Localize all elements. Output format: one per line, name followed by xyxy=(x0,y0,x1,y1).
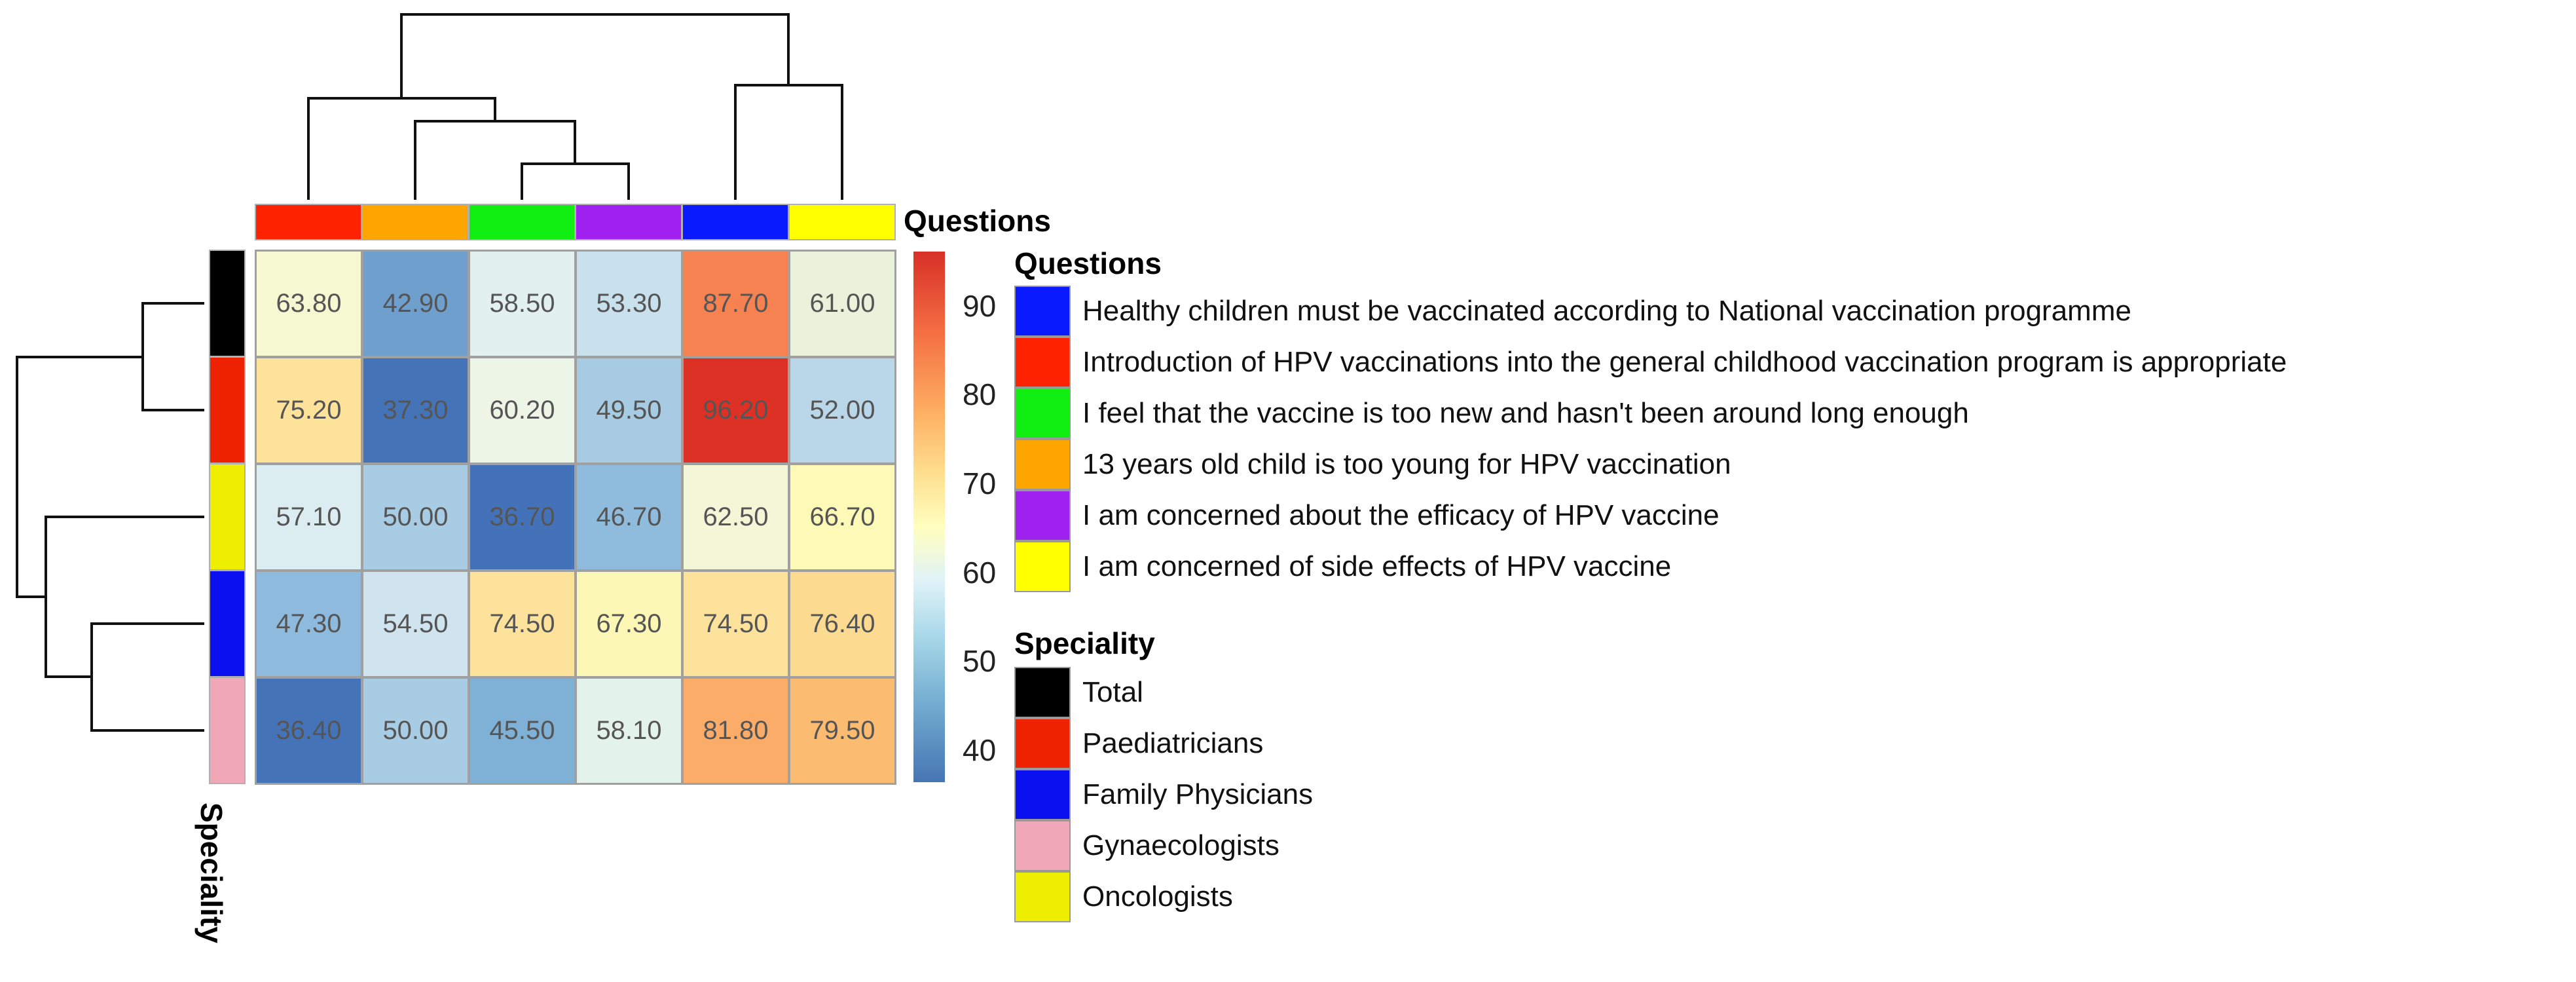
heatmap-cell: 49.50 xyxy=(575,356,683,464)
row-annotation-cell xyxy=(209,677,246,784)
colorbar-tick: 50 xyxy=(963,644,997,678)
legend-swatch xyxy=(1014,337,1071,388)
row-annotation-cell xyxy=(209,356,246,464)
row-annotation-label: Speciality xyxy=(194,803,229,943)
legend-swatch xyxy=(1014,439,1071,490)
heatmap-cell: 37.30 xyxy=(361,356,469,464)
heatmap-cell: 67.30 xyxy=(575,570,683,678)
speciality-legend-item: Paediatricians xyxy=(1014,718,1263,769)
legend-swatch xyxy=(1014,388,1071,439)
heatmap-cell: 66.70 xyxy=(788,463,896,571)
questions-legend-title: Questions xyxy=(1014,246,1162,280)
column-annotation-cell xyxy=(788,204,896,240)
questions-legend-item: Introduction of HPV vaccinations into the general childhood vaccination program is appropriate xyxy=(1014,337,2287,388)
heatmap-cell: 61.00 xyxy=(788,250,896,358)
row-annotation-cell xyxy=(209,463,246,571)
questions-legend-item: I feel that the vaccine is too new and hasn't been around long enough xyxy=(1014,388,1969,439)
heatmap-cell: 60.20 xyxy=(468,356,576,464)
column-annotation-cell xyxy=(468,204,576,240)
heatmap-cell: 47.30 xyxy=(255,570,363,678)
speciality-legend-item: Total xyxy=(1014,667,1143,718)
colorbar-tick: 90 xyxy=(963,289,997,323)
legend-swatch xyxy=(1014,718,1071,769)
colorbar-tick: 60 xyxy=(963,556,997,590)
heatmap-cell: 42.90 xyxy=(361,250,469,358)
colorbar-tick: 70 xyxy=(963,466,997,500)
legend-swatch xyxy=(1014,286,1071,337)
heatmap-cell: 81.80 xyxy=(682,677,790,785)
heatmap-cell: 75.20 xyxy=(255,356,363,464)
questions-legend-item: I am concerned of side effects of HPV vaccine xyxy=(1014,541,1671,592)
heatmap-grid xyxy=(255,250,896,784)
heatmap-cell: 53.30 xyxy=(575,250,683,358)
heatmap-cell: 58.50 xyxy=(468,250,576,358)
heatmap-cell: 50.00 xyxy=(361,677,469,785)
questions-legend-item: Healthy children must be vaccinated according to National vaccination programme xyxy=(1014,286,2131,337)
heatmap-cell: 46.70 xyxy=(575,463,683,571)
column-annotation-cell xyxy=(361,204,469,240)
heatmap-cell: 36.70 xyxy=(468,463,576,571)
column-annotation-cell xyxy=(255,204,362,240)
heatmap-cell: 45.50 xyxy=(468,677,576,785)
legend-swatch xyxy=(1014,490,1071,541)
speciality-legend-title: Speciality xyxy=(1014,626,1155,660)
heatmap-cell: 62.50 xyxy=(682,463,790,571)
row-annotation-cell xyxy=(209,570,246,677)
column-annotation-cell xyxy=(575,204,682,240)
legend-swatch xyxy=(1014,541,1071,592)
heatmap-cell: 58.10 xyxy=(575,677,683,785)
questions-legend-item: I am concerned about the efficacy of HPV vaccine xyxy=(1014,490,1720,541)
colorbar-tick: 80 xyxy=(963,377,997,411)
questions-legend-item: 13 years old child is too young for HPV vaccination xyxy=(1014,439,1731,490)
heatmap-cell: 74.50 xyxy=(468,570,576,678)
heatmap-cell: 52.00 xyxy=(788,356,896,464)
heatmap-cell: 79.50 xyxy=(788,677,896,785)
column-annotation-bar xyxy=(255,204,896,240)
heatmap-cell: 54.50 xyxy=(361,570,469,678)
column-annotation-cell xyxy=(682,204,789,240)
heatmap-cell: 50.00 xyxy=(361,463,469,571)
column-annotation-label: Questions xyxy=(904,204,1051,238)
heatmap-cell: 74.50 xyxy=(682,570,790,678)
colorbar xyxy=(913,252,945,782)
colorbar-tick: 40 xyxy=(963,733,997,767)
legend-swatch xyxy=(1014,871,1071,922)
speciality-legend-item: Oncologists xyxy=(1014,871,1233,922)
heatmap-cell: 57.10 xyxy=(255,463,363,571)
row-annotation-bar xyxy=(209,250,246,784)
legend-swatch xyxy=(1014,667,1071,718)
legend-swatch xyxy=(1014,769,1071,820)
speciality-legend-item: Gynaecologists xyxy=(1014,820,1279,871)
speciality-legend-item: Family Physicians xyxy=(1014,769,1313,820)
heatmap-cell: 63.80 xyxy=(255,250,363,358)
heatmap-cell: 76.40 xyxy=(788,570,896,678)
legend-swatch xyxy=(1014,820,1071,871)
heatmap-cell: 96.20 xyxy=(682,356,790,464)
heatmap-cell: 36.40 xyxy=(255,677,363,785)
row-annotation-cell xyxy=(209,250,246,357)
heatmap-cell: 87.70 xyxy=(682,250,790,358)
